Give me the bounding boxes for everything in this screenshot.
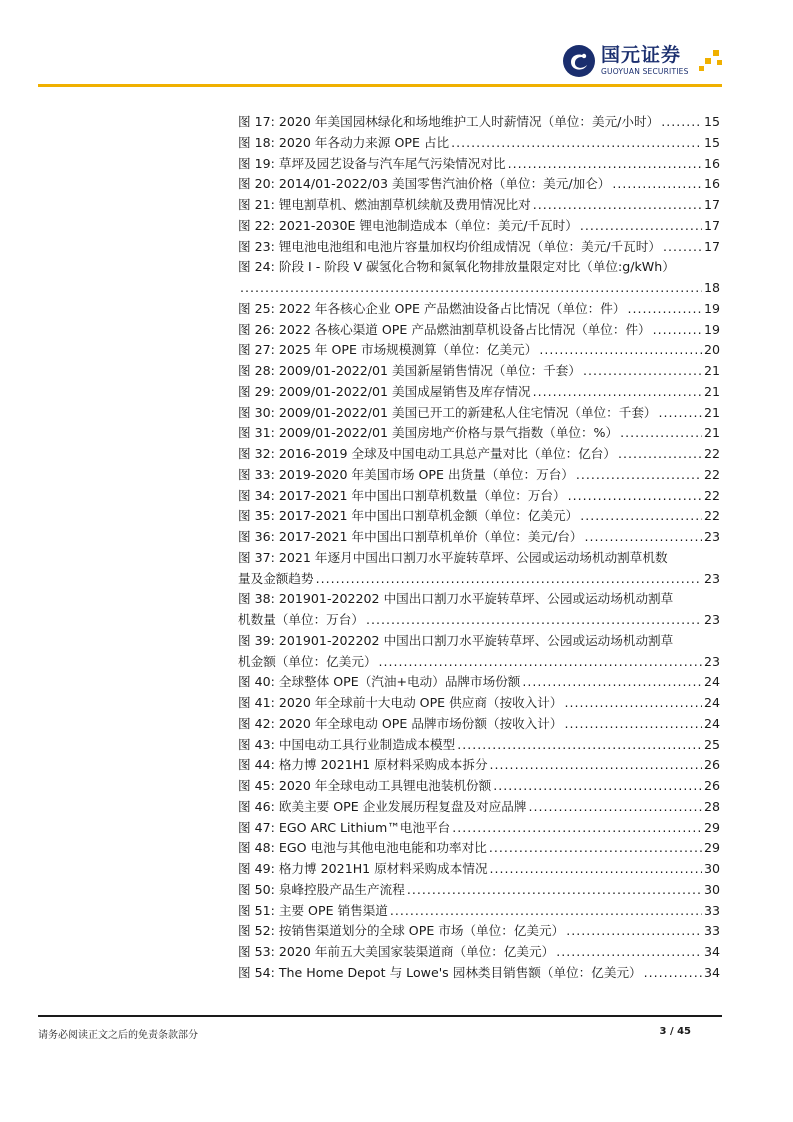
toc-entry-page: 24 <box>703 715 720 731</box>
toc-entry-page: 22 <box>703 487 720 503</box>
toc-leader-dots <box>556 942 702 962</box>
page-number: 3 / 45 <box>659 1026 691 1037</box>
toc-entry-page: 28 <box>703 798 720 814</box>
toc-entry-label: 图 44: 格力博 2021H1 原材料采购成本拆分 <box>238 757 488 773</box>
toc-entry-label: 图 47: EGO ARC Lithium™电池平台 <box>238 819 451 835</box>
brand-name-cn: 国元证券 <box>601 44 682 66</box>
toc-entry[interactable] <box>238 963 720 983</box>
toc-entry[interactable] <box>238 506 720 526</box>
toc-entry-label: 图 21: 锂电割草机、燃油割草机续航及费用情况比对 <box>238 197 531 212</box>
toc-leader-dots <box>653 320 702 340</box>
toc-entry-label: 图 48: EGO 电池与其他电池电能和功率对比 <box>238 840 487 856</box>
toc-leader-dots <box>661 112 702 132</box>
toc-entry-page: 15 <box>703 114 720 129</box>
toc-entry-label: 图 40: 全球整体 OPE（汽油+电动）品牌市场份额 <box>238 674 521 690</box>
toc-entry-label: 图 20: 2014/01-2022/03 美国零售汽油价格（单位：美元/加仑） <box>238 176 611 192</box>
toc-leader-dots <box>583 361 702 381</box>
toc-entry-page: 19 <box>703 300 720 316</box>
toc-entry-label: 图 24: 阶段 I - 阶段 V 碳氢化合物和氮氧化物排放量限定对比（单位:g/kWh） <box>238 259 675 275</box>
toc-entry-label: 图 29: 2009/01-2022/01 美国成屋销售及库存情况 <box>238 383 531 399</box>
toc-leader-dots <box>533 382 702 402</box>
toc-entry-label: 图 39: 201901-202202 中国出口割刀水平旋转草坪、公园或运动场机动割草 <box>238 632 674 648</box>
toc-entry-page: 21 <box>703 425 720 441</box>
toc-entry-label: 图 43: 中国电动工具行业制造成本模型 <box>238 736 456 752</box>
toc-entry-label: 机数量（单位：万台） <box>238 612 364 627</box>
toc-entry[interactable] <box>238 465 720 485</box>
toc-entry-page: 30 <box>703 861 720 876</box>
toc-entry[interactable] <box>238 776 720 796</box>
toc-entry-label: 图 19: 草坪及园艺设备与汽车尾气污染情况对比 <box>238 155 506 171</box>
toc-entry[interactable] <box>238 320 720 340</box>
toc-entry[interactable] <box>238 755 720 775</box>
toc-leader-dots <box>240 278 702 298</box>
toc-entry[interactable] <box>238 672 720 692</box>
toc-leader-dots <box>644 963 702 983</box>
toc-entry-label: 图 42: 2020 年全球电动 OPE 品牌市场份额（按收入计） <box>238 715 563 731</box>
toc-entry-label: 图 22: 2021-2030E 锂电池制造成本（单位：美元/千瓦时） <box>238 217 578 233</box>
toc-entry-page: 22 <box>703 466 720 482</box>
toc-leader-dots <box>451 133 702 153</box>
toc-entry-page: 33 <box>703 902 720 918</box>
toc-entry-page: 24 <box>703 674 720 690</box>
toc-entry-page: 17 <box>703 217 720 233</box>
toc-entry-page: 18 <box>703 280 720 295</box>
toc-entry-label: 图 37: 2021 年逐月中国出口割刀水平旋转草坪、公园或运动场机动割草机数 <box>238 549 668 565</box>
toc-entry-page: 19 <box>703 321 720 337</box>
toc-entry-page: 23 <box>703 529 720 544</box>
toc-entry[interactable] <box>238 921 720 941</box>
toc-leader-dots <box>580 216 702 236</box>
toc-leader-dots <box>490 755 702 775</box>
toc-entry-label: 图 18: 2020 年各动力来源 OPE 占比 <box>238 134 450 150</box>
toc-entry[interactable] <box>238 569 720 589</box>
toc-leader-dots <box>620 423 702 443</box>
toc-entry-page: 26 <box>703 778 720 793</box>
toc-entry-label: 图 38: 201901-202202 中国出口割刀水平旋转草坪、公园或运动场机动割草 <box>238 591 674 607</box>
toc-entry-label: 图 45: 2020 年全球电动工具锂电池装机份额 <box>238 778 492 793</box>
toc-entry[interactable] <box>238 403 720 423</box>
toc-leader-dots <box>522 672 702 692</box>
toc-entry-label: 图 23: 锂电池电池组和电池片容量加权均价组成情况（单位：美元/千瓦时） <box>238 238 661 254</box>
toc-leader-dots <box>618 444 702 464</box>
toc-entry[interactable] <box>238 942 720 962</box>
toc-entry-label: 图 50: 泉峰控股产品生产流程 <box>238 881 405 897</box>
toc-entry[interactable] <box>238 527 720 547</box>
toc-entry[interactable] <box>238 610 720 630</box>
toc-entry[interactable] <box>238 797 720 817</box>
toc-entry-label: 图 46: 欧美主要 OPE 企业发展历程复盘及对应品牌 <box>238 798 527 814</box>
toc-entry[interactable] <box>238 278 720 298</box>
toc-leader-dots <box>452 818 702 838</box>
toc-leader-dots <box>627 299 702 319</box>
toc-entry[interactable] <box>238 714 720 734</box>
toc-entry-label: 图 28: 2009/01-2022/01 美国新屋销售情况（单位：千套） <box>238 363 581 378</box>
toc-entry-page: 22 <box>703 508 720 524</box>
toc-leader-dots <box>659 403 702 423</box>
toc-leader-dots <box>584 527 702 547</box>
brand-name-en: GUOYUAN SECURITIES <box>601 67 689 76</box>
toc-entry[interactable] <box>238 195 720 215</box>
toc-entry[interactable] <box>238 631 720 651</box>
toc-leader-dots <box>533 195 702 215</box>
toc-entry-label: 图 31: 2009/01-2022/01 美国房地产价格与景气指数（单位：%） <box>238 425 619 441</box>
toc-entry-page: 21 <box>703 363 720 378</box>
toc-entry-label: 图 36: 2017-2021 年中国出口割草机单价（单位：美元/台） <box>238 529 583 544</box>
toc-leader-dots <box>493 776 702 796</box>
toc-entry[interactable] <box>238 652 720 672</box>
toc-entry-label: 机金额（单位：亿美元） <box>238 653 377 669</box>
footer-disclaimer: 请务必阅读正文之后的免责条款部分 <box>38 1030 198 1041</box>
toc-leader-dots <box>663 237 702 257</box>
toc-entry[interactable] <box>238 216 720 236</box>
toc-entry-page: 25 <box>703 736 720 752</box>
toc-entry[interactable] <box>238 589 720 609</box>
toc-entry-label: 图 33: 2019-2020 年美国市场 OPE 出货量（单位：万台） <box>238 466 574 482</box>
toc-entry-page: 16 <box>703 176 720 192</box>
toc-entry-page: 21 <box>703 383 720 399</box>
toc-entry-page: 29 <box>703 840 720 856</box>
toc-leader-dots <box>379 652 702 672</box>
toc-entry-label: 图 17: 2020 年美国园林绿化和场地维护工人时薪情况（单位：美元/小时） <box>238 114 660 129</box>
toc-entry-label: 量及金额趋势 <box>238 570 314 586</box>
toc-leader-dots <box>612 174 702 194</box>
toc-leader-dots <box>316 569 702 589</box>
toc-leader-dots <box>576 465 702 485</box>
toc-entry-page: 23 <box>703 612 720 627</box>
toc-entry[interactable] <box>238 444 720 464</box>
brand-logo <box>562 44 722 78</box>
toc-entry[interactable] <box>238 174 720 194</box>
toc-entry[interactable] <box>238 133 720 153</box>
toc-entry-page: 26 <box>703 757 720 773</box>
toc-leader-dots <box>565 714 702 734</box>
toc-entry[interactable] <box>238 382 720 402</box>
toc-entry-page: 29 <box>703 819 720 835</box>
toc-entry-label: 图 52: 按销售渠道划分的全球 OPE 市场（单位：亿美元） <box>238 923 565 939</box>
toc-entry-page: 17 <box>703 197 720 212</box>
toc-leader-dots <box>565 693 702 713</box>
toc-entry-page: 23 <box>703 570 720 586</box>
toc-entry[interactable] <box>238 486 720 506</box>
toc-entry-page: 20 <box>703 342 720 358</box>
toc-leader-dots <box>566 921 702 941</box>
guoyuan-logo-icon <box>562 44 596 78</box>
toc-entry[interactable] <box>238 361 720 381</box>
toc-entry-label: 图 51: 主要 OPE 销售渠道 <box>238 902 388 918</box>
toc-entry-label: 图 49: 格力博 2021H1 原材料采购成本情况 <box>238 861 488 876</box>
toc-entry[interactable] <box>238 693 720 713</box>
toc-entry-label: 图 26: 2022 各核心渠道 OPE 产品燃油割草机设备占比情况（单位：件） <box>238 321 651 337</box>
toc-entry[interactable] <box>238 818 720 838</box>
toc-leader-dots <box>407 880 702 900</box>
toc-entry[interactable] <box>238 340 720 360</box>
footer-rule <box>38 1015 722 1017</box>
toc-entry-page: 16 <box>703 155 720 171</box>
toc-entry-label: 图 35: 2017-2021 年中国出口割草机金额（单位：亿美元） <box>238 508 579 524</box>
toc-entry-page: 22 <box>703 446 720 461</box>
toc-entry-page: 21 <box>703 404 720 420</box>
toc-entry[interactable] <box>238 901 720 921</box>
toc-entry-page: 17 <box>703 238 720 254</box>
toc-entry-page: 24 <box>703 695 720 710</box>
toc-leader-dots <box>390 901 702 921</box>
toc-entry[interactable] <box>238 423 720 443</box>
toc-entry-label: 图 53: 2020 年前五大美国家装渠道商（单位：亿美元） <box>238 944 555 959</box>
toc-leader-dots <box>508 154 702 174</box>
toc-entry-page: 34 <box>703 944 720 959</box>
toc-entry[interactable] <box>238 154 720 174</box>
toc-entry[interactable] <box>238 838 720 858</box>
toc-leader-dots <box>366 610 702 630</box>
toc-leader-dots <box>489 838 702 858</box>
toc-leader-dots <box>457 735 702 755</box>
toc-entry-label: 图 32: 2016-2019 全球及中国电动工具总产量对比（单位：亿台） <box>238 446 616 461</box>
header-rule <box>38 84 722 87</box>
toc-entry-label: 图 27: 2025 年 OPE 市场规模测算（单位：亿美元） <box>238 342 538 358</box>
toc-entry-label: 图 25: 2022 年各核心企业 OPE 产品燃油设备占比情况（单位：件） <box>238 300 626 316</box>
toc-leader-dots <box>528 797 702 817</box>
toc-entry[interactable] <box>238 299 720 319</box>
toc-entry[interactable] <box>238 112 720 132</box>
toc-leader-dots <box>580 506 702 526</box>
toc-entry[interactable] <box>238 548 720 568</box>
toc-entry[interactable] <box>238 859 720 879</box>
toc-leader-dots <box>568 486 702 506</box>
toc-entry-page: 30 <box>703 881 720 897</box>
toc-entry-page: 15 <box>703 134 720 150</box>
toc-leader-dots <box>490 859 702 879</box>
toc-entry-page: 23 <box>703 653 720 669</box>
toc-entry-label: 图 30: 2009/01-2022/01 美国已开工的新建私人住宅情况（单位：千套） <box>238 404 657 420</box>
toc-entry[interactable] <box>238 237 720 257</box>
toc-entry-page: 34 <box>703 964 720 980</box>
toc-entry[interactable] <box>238 880 720 900</box>
toc-entry[interactable] <box>238 257 720 277</box>
brand-accent-squares-icon <box>697 48 725 74</box>
toc-entry-page: 33 <box>703 923 720 939</box>
toc-entry-label: 图 34: 2017-2021 年中国出口割草机数量（单位：万台） <box>238 487 566 503</box>
toc-entry-label: 图 41: 2020 年全球前十大电动 OPE 供应商（按收入计） <box>238 695 563 710</box>
toc-entry-label: 图 54: The Home Depot 与 Lowe's 园林类目销售额（单位：亿美元） <box>238 964 642 980</box>
toc-entry[interactable] <box>238 735 720 755</box>
toc-leader-dots <box>539 340 702 360</box>
